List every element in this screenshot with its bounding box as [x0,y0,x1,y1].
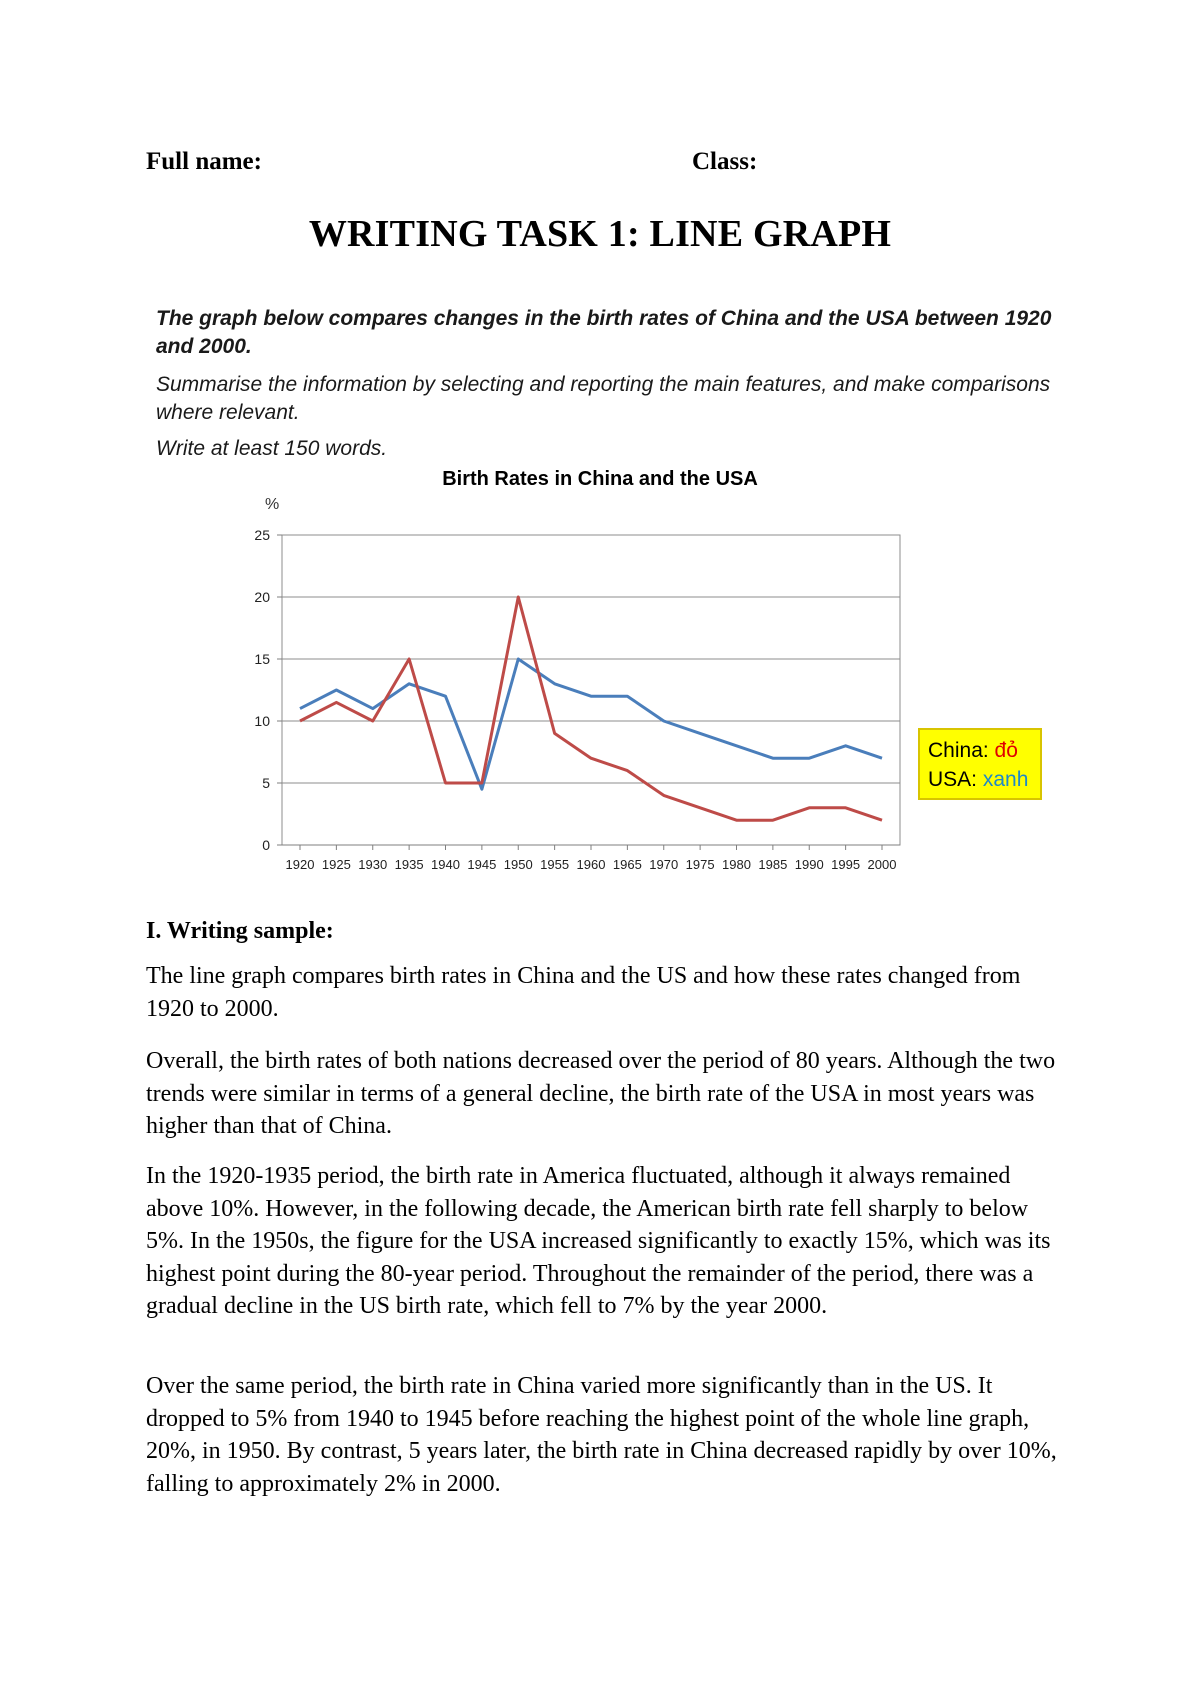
x-tick-label: 1925 [321,857,351,872]
x-tick-label: 1995 [831,857,861,872]
color-legend-note [918,728,1042,800]
full-name-label: Full name: [146,148,262,175]
x-tick-label: 1980 [722,857,751,872]
y-tick-label: 25 [254,527,270,543]
essay-paragraph: The line graph compares birth rates in China and the US and how these rates changed from 1920 to 2000. [146,963,1021,1022]
y-axis-ticks [254,527,282,853]
x-tick-label: 1945 [467,857,497,872]
birth-rate-line-chart [230,495,930,895]
legend-china: China: đỏ [928,739,1018,762]
chart-gridlines [282,535,900,845]
x-tick-label: 2000 [867,857,897,872]
essay-paragraph: Overall, the birth rates of both nations decreased over the period of 80 years. Although the two trends were similar in terms of a general decline, the birth rate of the USA in most years was higher than that of China. [146,1048,1056,1139]
x-tick-label: 1960 [576,857,606,872]
x-tick-label: 1955 [540,857,570,872]
x-tick-label: 1950 [503,857,533,872]
word-count-instruction: Write at least 150 words. [156,437,388,460]
task-prompt: The graph below compares changes in the birth rates of China and the USA between 1920 and 2000. [156,307,1052,358]
x-tick-label: 1990 [794,857,824,872]
chart-title: Birth Rates in China and the USA [442,468,758,490]
y-tick-label: 10 [254,713,270,729]
page-title: WRITING TASK 1: LINE GRAPH [308,213,892,255]
y-tick-label: 5 [262,775,270,791]
y-axis-label: % [265,496,280,513]
section-heading: I. Writing sample: [146,918,334,944]
x-tick-label: 1975 [685,857,715,872]
usa-series-line [300,659,882,789]
x-axis-ticks [286,845,897,872]
class-label: Class: [692,148,758,175]
essay-paragraph: In the 1920-1935 period, the birth rate in America fluctuated, although it always remained above 10%. However, in the following decade, the American birth rate fell sharply to below 5%. In the 1950s, the figure for the USA increased significantly to exactly 15%, which was its highest point during the 80-year period. Throughout the remainder of the period, there was a gradual decline in the US birth rate, which fell to 7% by the year 2000. [146,1163,1051,1319]
x-tick-label: 1985 [758,857,788,872]
y-tick-label: 20 [254,589,270,605]
task-instruction: Summarise the information by selecting and reporting the main features, and make comparisons where relevant. [156,373,1051,424]
chart-series [300,597,882,820]
y-tick-label: 15 [254,651,270,667]
essay-paragraph: Over the same period, the birth rate in China varied more significantly than in the US. It dropped to 5% from 1940 to 1945 before reaching the highest point of the whole line graph, 20%, in 1950. By contrast, 5 years later, the birth rate in China decreased rapidly by over 10%, falling to approximately 2% in 2000. [146,1373,1057,1497]
plot-frame [282,535,900,845]
legend-usa: USA: xanh [928,768,1029,791]
y-tick-label: 0 [262,837,270,853]
x-tick-label: 1970 [649,857,679,872]
x-tick-label: 1930 [358,857,388,872]
worksheet-header [146,148,1046,182]
x-tick-label: 1935 [394,857,424,872]
x-tick-label: 1965 [612,857,642,872]
x-tick-label: 1940 [431,857,460,872]
china-series-line [300,597,882,820]
x-tick-label: 1920 [285,857,315,872]
